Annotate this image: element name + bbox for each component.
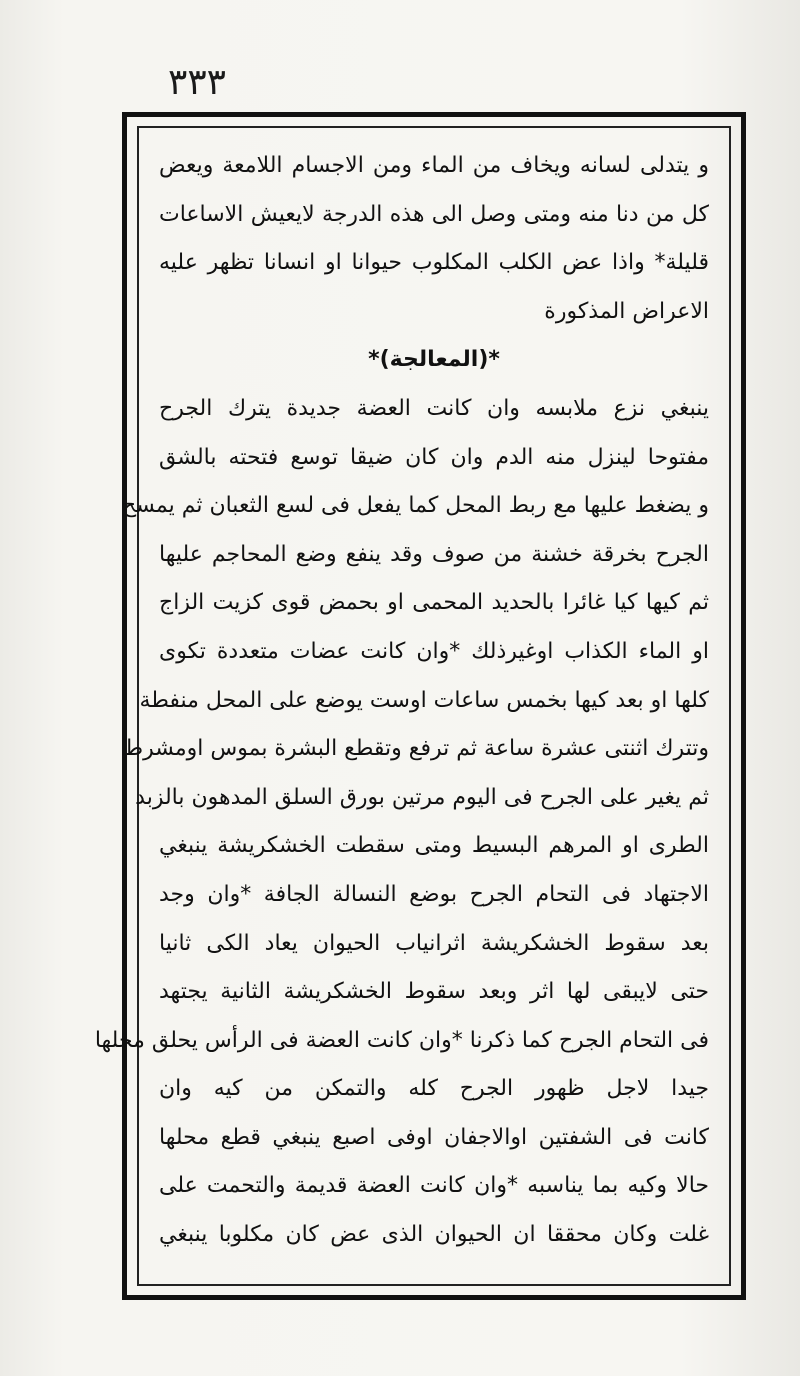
text-line: ثم كيها كيا غائرا بالحديد المحمى او بحمض قوى كزيت الزاج [159,590,709,616]
text-frame-outer [94,112,746,1300]
text-line: مفتوحا لينزل منه الدم وان كان ضيقا توسع فتحته بالشق [159,444,709,470]
text-line: غلت وكان محققا ان الحيوان الذى عض كان مكلوبا ينبغي [159,1222,709,1248]
text-line: ينبغي نزع ملابسه وان كانت العضة جديدة يترك الجرح [159,395,709,421]
text-line: الطرى او المرهم البسيط ومتى سقطت الخشكريشة ينبغي [159,833,709,859]
text-line: او الماء الكذاب اوغيرذلك *وان كانت عضات متعددة تكوى [159,638,709,664]
text-line: الاجتهاد فى التحام الجرح بوضع النسالة الجافة *وان وجد [159,881,709,907]
text-line: الاعراض المذكورة [544,298,709,324]
text-line: كانت فى الشفتين اوالاجفان اوفى اصبع ينبغي قطع محلها [159,1124,709,1150]
text-line: كلها او بعد كيها بخمس ساعات اوست يوضع على المحل منفطة [139,687,709,713]
text-block [94,142,709,1274]
text-line: جيدا لاجل ظهور الجرح كله والتمكن من كيه وان [159,1076,709,1102]
page-number: ٣٣٣ [168,62,227,103]
text-line: بعد سقوط الخشكريشة اثرانياب الحيوان يعاد الكى ثانيا [159,930,709,956]
text-frame-inner [94,126,731,1286]
text-line: الجرح بخرقة خشنة من صوف وقد ينفع وضع المحاجم عليها [159,541,709,567]
text-line: حتى لايبقى لها اثر وبعد سقوط الخشكريشة الثانية يجتهد [159,979,709,1005]
text-line: و يتدلى لسانه ويخاف من الماء ومن الاجسام اللامعة ويعض [159,153,709,178]
text-line: كل من دنا منه ومتى وصل الى هذه الدرجة لايعيش الاساعات [159,201,709,227]
text-line: قليلة* واذا عض الكلب المكلوب حيوانا او انسانا تظهر عليه [159,250,709,276]
text-line: فى التحام الجرح كما ذكرنا *وان كانت العضة فى الرأس يحلق محلها [94,1027,709,1053]
section-heading: *(المعالجة)* [368,347,500,373]
text-line: حالا وكيه بما يناسبه *وان كانت العضة قديمة والتحمت على [159,1173,709,1199]
text-line: ثم يغير على الجرح فى اليوم مرتين بورق السلق المدهون بالزبد [135,784,709,810]
text-line: وتترك اثنتى عشرة ساعة ثم ترفع وتقطع البشرة بموس اومشرط [122,736,709,762]
text-line: و يضغط عليها مع ربط المحل كما يفعل فى لسع الثعبان ثم يمسح [122,493,709,519]
